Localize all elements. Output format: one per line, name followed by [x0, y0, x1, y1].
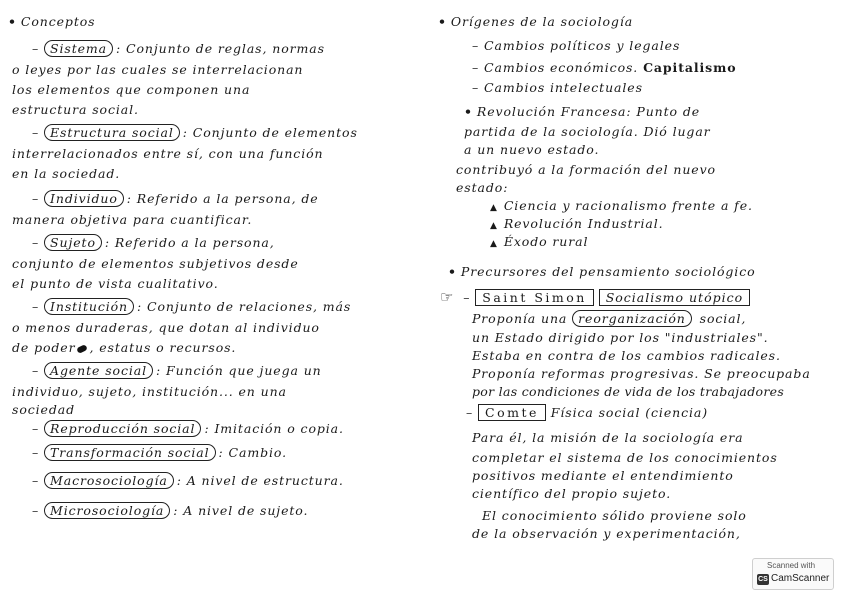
badge-caption: Scanned with: [767, 561, 816, 570]
saint-simon-line: por las condiciones de vida de los trabajadores: [472, 384, 785, 399]
comte-line: científico del propio sujeto.: [472, 486, 672, 501]
badge-brand: CamScanner: [771, 573, 830, 584]
term-sistema: Sistema: [44, 40, 113, 57]
concept-line: de poder , estatus o recursos.: [12, 340, 237, 355]
bullet-dot-icon: •: [464, 104, 473, 119]
concept-line: manera objetiva para cuantificar.: [12, 212, 253, 227]
triangle-bullet-icon: ▲: [490, 203, 498, 213]
pointer-hand-icon: ☞: [440, 288, 455, 306]
comte-header: – Comte Física social (ciencia): [466, 405, 709, 420]
concept-sistema: – Sistema : Conjunto de reglas, normas: [32, 41, 325, 56]
term-individuo: Individuo: [44, 190, 124, 207]
concept-estructura-social: – Estructura social : Conjunto de elementos: [32, 125, 358, 140]
saint-simon-line: Proponía una reorganización social,: [472, 311, 747, 326]
saint-simon-header: ☞ – Saint Simon Socialismo utópico: [440, 288, 750, 306]
concept-line: sociedad: [12, 402, 75, 417]
concept-microsociologia: – Microsociología : A nivel de sujeto.: [32, 503, 309, 518]
capitalism-label: Capitalismo: [643, 60, 737, 75]
contrib-line: estado:: [456, 180, 509, 195]
bullet-item: ▲ Revolución Industrial.: [490, 216, 664, 231]
bullet-item: ▲ Ciencia y racionalismo frente a fe.: [490, 198, 753, 213]
camscanner-logo-icon: CS: [758, 576, 768, 583]
concept-line: el punto de vista cualitativo.: [12, 276, 219, 291]
saint-simon-line: Proponía reformas progresivas. Se preocupaba: [472, 366, 811, 381]
saint-simon-line: un Estado dirigido por los "industriales".: [472, 330, 769, 345]
revolution-line: a un nuevo estado.: [464, 142, 600, 157]
term-agente-social: Agente social: [44, 362, 153, 379]
concepts-heading: • Conceptos: [8, 14, 96, 29]
concept-line: los elementos que componen una: [12, 82, 251, 97]
term-sujeto: Sujeto: [44, 234, 102, 251]
revolution-line: partida de la sociología. Dió lugar: [464, 124, 711, 139]
comte-line: positivos mediante el entendimiento: [472, 468, 734, 483]
precursors-heading: • Precursores del pensamiento sociológico: [448, 264, 756, 279]
saint-simon-line: Estaba en contra de los cambios radicales.: [472, 348, 781, 363]
term-microsociologia: Microsociología: [44, 502, 170, 519]
bullet-item: ▲ Éxodo rural: [490, 234, 589, 249]
concept-line: o leyes por las cuales se interrelacionan: [12, 62, 304, 77]
origins-heading: • Orígenes de la sociología: [438, 14, 634, 29]
concept-reproduccion-social: – Reproducción social : Imitación o copia.: [32, 421, 344, 436]
concept-line: en la sociedad.: [12, 166, 121, 181]
comte-line: El conocimiento sólido proviene solo: [482, 508, 747, 523]
comte-name: Comte: [478, 404, 546, 421]
term-estructura-social: Estructura social: [44, 124, 180, 141]
scribble-mark: [77, 344, 89, 354]
bullet-dot-icon: •: [438, 14, 447, 29]
bullet-dot-icon: •: [8, 14, 17, 29]
concept-line: individuo, sujeto, institución... en una: [12, 384, 287, 399]
comte-school: Física social (ciencia): [550, 405, 709, 420]
concept-transformacion-social: – Transformación social : Cambio.: [32, 445, 287, 460]
concept-institucion: – Institución : Conjunto de relaciones, más: [32, 299, 352, 314]
concept-agente-social: – Agente social : Función que juega un: [32, 363, 322, 378]
revolution-francesa: • Revolución Francesa: Punto de: [464, 104, 701, 119]
term-reorganizacion: reorganización: [572, 310, 692, 327]
contrib-line: contribuyó a la formación del nuevo: [456, 162, 716, 177]
change-item: – Cambios políticos y legales: [472, 38, 681, 53]
term-reproduccion-social: Reproducción social: [44, 420, 201, 437]
concept-line: conjunto de elementos subjetivos desde: [12, 256, 299, 271]
saint-simon-name: Saint Simon: [475, 289, 594, 306]
term-macrosociologia: Macrosociología: [44, 472, 174, 489]
change-item: – Cambios intelectuales: [472, 80, 643, 95]
concept-line: o menos duraderas, que dotan al individuo: [12, 320, 320, 335]
concept-individuo: – Individuo : Referido a la persona, de: [32, 191, 319, 206]
concept-sujeto: – Sujeto : Referido a la persona,: [32, 235, 275, 250]
triangle-bullet-icon: ▲: [490, 221, 498, 231]
triangle-bullet-icon: ▲: [490, 239, 498, 249]
saint-simon-school: Socialismo utópico: [599, 289, 750, 306]
concept-line: interrelacionados entre sí, con una función: [12, 146, 324, 161]
change-item: – Cambios económicos. Capitalismo: [472, 60, 737, 75]
comte-line: completar el sistema de los conocimientos: [472, 450, 778, 465]
comte-line: de la observación y experimentación,: [472, 526, 741, 541]
term-transformacion-social: Transformación social: [44, 444, 216, 461]
term-institucion: Institución: [44, 298, 134, 315]
camscanner-badge: [752, 558, 834, 590]
comte-line: Para él, la misión de la sociología era: [472, 430, 744, 445]
concept-macrosociologia: – Macrosociología : A nivel de estructura.: [32, 473, 344, 488]
bullet-dot-icon: •: [448, 264, 457, 279]
concept-line: estructura social.: [12, 102, 139, 117]
